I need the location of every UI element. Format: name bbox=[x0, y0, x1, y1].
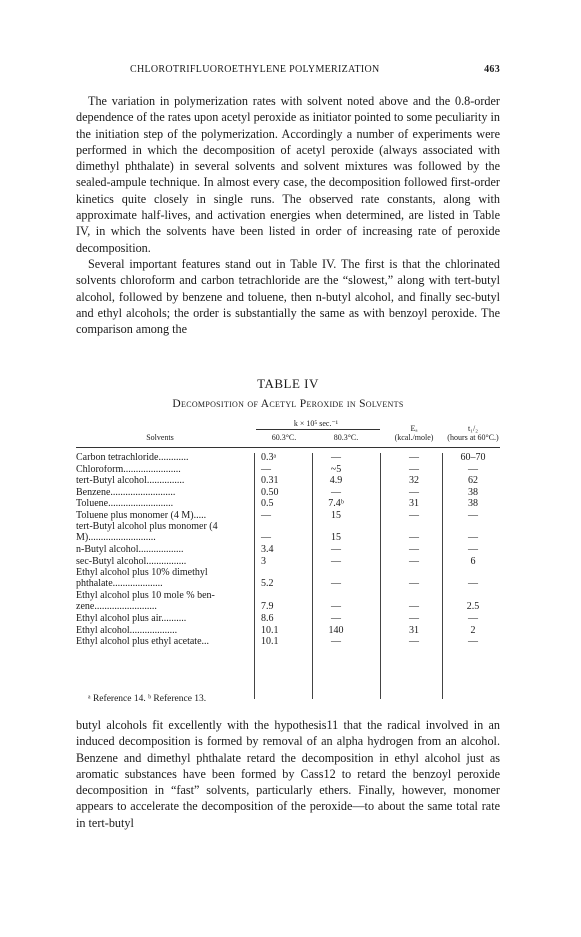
halflife-value: — bbox=[468, 613, 478, 624]
k-80-value: — bbox=[331, 601, 341, 612]
col-solvents-header: Solvents bbox=[146, 433, 174, 442]
solvent-label: Toluene.......................... bbox=[76, 499, 174, 509]
table-footnote: ᵃ Reference 14. ᵇ Reference 13. bbox=[88, 694, 207, 704]
k-80-value: — bbox=[331, 452, 341, 463]
k-80-value: 7.4ᵇ bbox=[328, 498, 344, 509]
k-60-value: 0.50 bbox=[261, 486, 279, 498]
col-k1-header: 60.3°C. bbox=[271, 433, 297, 442]
col-halflife-symbol: t₁/₂ bbox=[467, 424, 479, 433]
k-60-value: 7.9 bbox=[261, 601, 274, 612]
halflife-value: 60–70 bbox=[460, 452, 486, 463]
upper-text-block bbox=[76, 93, 500, 337]
k-60-value: 0.3ᵃ bbox=[261, 452, 277, 463]
halflife-value: 38 bbox=[468, 486, 478, 498]
ea-value: 32 bbox=[409, 475, 419, 486]
k-80-value: 15 bbox=[331, 509, 341, 521]
col-ea-header bbox=[386, 424, 442, 442]
k-60-value: 0.5 bbox=[261, 498, 274, 509]
paragraph-2: Several important features stand out in Table IV. The first is that the chlorinated solvents chloroform and carbon tetrachloride are the “slowest,” along with tert-butyl alcohol, followed by benzene and toluene, then n-butyl alcohol, and finally sec-butyl and ethyl alcohols; the order is substantially the same as with benzoyl peroxide. The comparison among the bbox=[76, 256, 500, 337]
running-title: CHLOROTRIFLUOROETHYLENE POLYMERIZATION bbox=[130, 64, 380, 75]
halflife-value: — bbox=[468, 509, 478, 521]
k-80-value: 140 bbox=[328, 624, 344, 636]
k-80-value: — bbox=[331, 544, 341, 555]
k-60-value: — bbox=[261, 532, 271, 543]
k-80-value: — bbox=[331, 636, 341, 647]
solvent-label-continued: M)........................... bbox=[76, 532, 156, 543]
paragraph-1: The variation in polymerization rates with solvent noted above and the 0.8-order dependence of the rates upon acetyl peroxide as initiator pointed to some peculiarity in the initiation step of the polymerization. Accordingly a number of experiments were performed in which the decomposition of acetyl peroxide (always associated with dimethyl phthalate) in several solvents and solvent mixtures was followed by the sealed-ampule technique. In almost every case, the decomposition followed first-order kinetics quite closely in single runs. The observed rate constants, along with approximate half-lives, and activation energies when determined, are listed in Table IV, in which the solvents have been listed in order of increasing rate of peroxide decomposition. bbox=[76, 94, 500, 255]
solvent-label: Ethyl alcohol................... bbox=[76, 625, 178, 636]
ea-value: — bbox=[409, 613, 419, 624]
paragraph-3: butyl alcohols fit excellently with the hypothesis11 that the radical involved in an induced decomposition is formed by removal of an alpha hydrogen from an alcohol. Benzene and dimethyl phthalate retard the decomposition in ethyl alcohol just as aromatic substances have been formed by Cass12 to retard the benzoyl peroxide decomposition in “fast” solvents, particularly ethers. Finally, however, monomer appears to accelerate the decomposition of the peroxide—to about the same total rate in tert-butyl bbox=[76, 718, 500, 830]
ea-value: — bbox=[409, 544, 419, 555]
solvent-label-continued: zene......................... bbox=[76, 601, 157, 612]
k-header: k × 10⁵ sec.⁻¹ bbox=[293, 419, 339, 428]
col-ea-unit: (kcal./mole) bbox=[394, 433, 434, 442]
halflife-value: — bbox=[468, 544, 478, 555]
col-halflife-unit: (hours at 60°C.) bbox=[447, 433, 499, 442]
lower-text-block bbox=[76, 717, 500, 831]
solvent-label: Benzene.......................... bbox=[76, 487, 176, 498]
halflife-value: — bbox=[468, 636, 478, 647]
halflife-value: 38 bbox=[468, 498, 478, 509]
k-header-rule bbox=[256, 429, 380, 430]
header-rule bbox=[76, 447, 500, 448]
k-60-value: — bbox=[261, 463, 271, 475]
solvent-label-continued: phthalate.................... bbox=[76, 578, 163, 589]
k-60-value: 0.31 bbox=[261, 475, 279, 486]
halflife-value: 62 bbox=[468, 475, 478, 486]
k-60-value: — bbox=[261, 509, 271, 521]
k-80-value: — bbox=[331, 555, 341, 567]
k-60-value: 8.6 bbox=[261, 613, 274, 624]
ea-value: 31 bbox=[409, 498, 419, 509]
halflife-value: — bbox=[468, 532, 478, 543]
solvent-label: Ethyl alcohol plus 10 mole % ben- bbox=[76, 591, 215, 601]
table-title: TABLE IV bbox=[257, 376, 319, 391]
halflife-value: — bbox=[468, 578, 478, 589]
k-80-value: ~5 bbox=[330, 463, 342, 475]
ea-value: — bbox=[409, 555, 419, 567]
halflife-value: 2 bbox=[470, 624, 476, 636]
k-60-value: 10.1 bbox=[261, 636, 279, 647]
ea-value: 31 bbox=[409, 624, 419, 636]
solvent-label: Chloroform....................... bbox=[76, 464, 181, 475]
ea-value: — bbox=[409, 463, 419, 475]
col-ea-symbol: Eₐ bbox=[410, 424, 418, 433]
k-80-value: — bbox=[331, 613, 341, 624]
k-80-value: 15 bbox=[331, 532, 341, 543]
ea-value: — bbox=[409, 578, 419, 589]
ea-value: — bbox=[409, 532, 419, 543]
col-k2-header: 80.3°C. bbox=[333, 433, 359, 442]
solvent-label: n-Butyl alcohol.................. bbox=[76, 545, 184, 555]
col-halflife-header bbox=[442, 424, 504, 442]
k-60-value: 3 bbox=[261, 555, 266, 567]
solvent-label: tert-Butyl alcohol............... bbox=[76, 476, 185, 486]
k-80-value: 4.9 bbox=[329, 475, 343, 486]
solvent-label: Ethyl alcohol plus ethyl acetate... bbox=[76, 637, 210, 647]
halflife-value: 6 bbox=[470, 555, 476, 567]
column-divider bbox=[254, 453, 255, 699]
ea-value: — bbox=[409, 486, 419, 498]
k-60-value: 10.1 bbox=[261, 624, 279, 636]
table-caption: Decomposition of Acetyl Peroxide in Solvents bbox=[172, 398, 404, 410]
solvent-label: Ethyl alcohol plus air.......... bbox=[76, 614, 187, 624]
halflife-value: — bbox=[468, 463, 478, 475]
ea-value: — bbox=[409, 509, 419, 521]
solvent-label: tert-Butyl alcohol plus monomer (4 bbox=[76, 522, 218, 532]
column-divider bbox=[380, 453, 381, 699]
halflife-value: 2.5 bbox=[466, 601, 480, 612]
ea-value: — bbox=[409, 636, 419, 647]
solvent-label: Ethyl alcohol plus 10% dimethyl bbox=[76, 568, 208, 578]
k-80-value: — bbox=[331, 486, 341, 498]
ea-value: — bbox=[409, 601, 419, 612]
ea-value: — bbox=[409, 452, 419, 463]
k-60-value: 3.4 bbox=[261, 544, 274, 555]
page-number: 463 bbox=[484, 64, 500, 75]
solvent-label: Toluene plus monomer (4 M)..... bbox=[76, 510, 207, 521]
solvent-label: Carbon tetrachloride............ bbox=[76, 453, 189, 463]
k-80-value: — bbox=[331, 578, 341, 589]
k-60-value: 5.2 bbox=[261, 578, 274, 589]
column-divider bbox=[312, 453, 313, 699]
solvent-label: sec-Butyl alcohol................ bbox=[76, 556, 187, 567]
